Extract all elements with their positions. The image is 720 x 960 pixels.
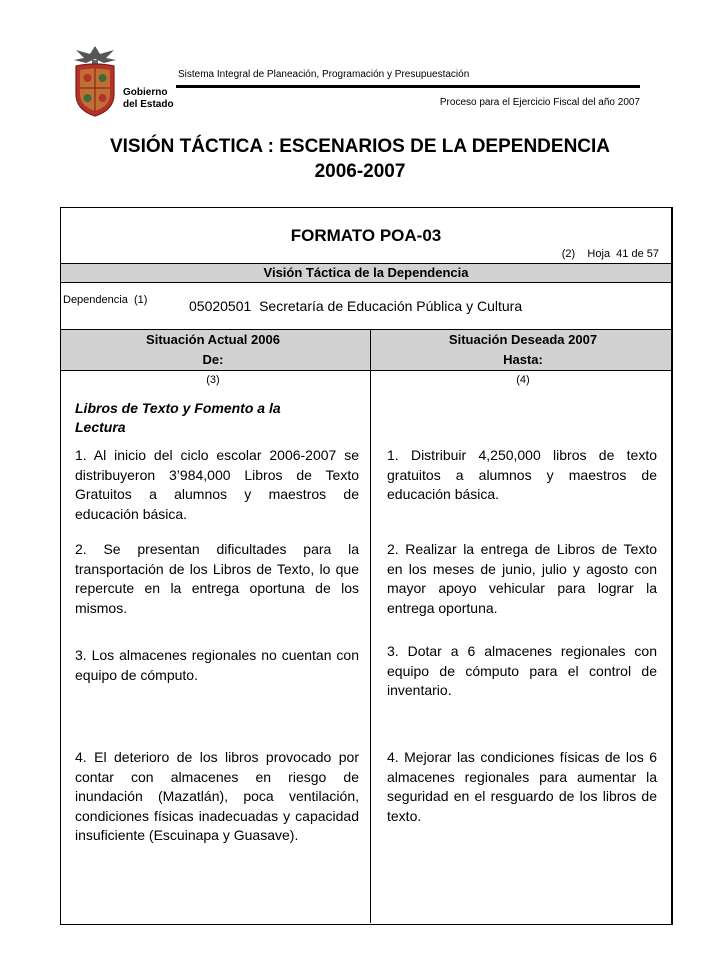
situacion-deseada-heading: Situación Deseada 2007 Hasta: [448,332,598,367]
situacion-header [61,329,671,371]
deseada-item: 2. Realizar la entrega de Libros de Texto en los meses de junio, julio y agosto con mayor apoyo vehicular para lograr la entrega oportuna. [387,541,657,616]
proceso-label: Proceso para el Ejercicio Fiscal del año 2007 [439,97,640,108]
column-divider [370,329,371,923]
dependencia-value: 05020501 Secretaría de Educación Pública y Cultura [189,298,523,314]
formato-title: FORMATO POA-03 [290,226,442,245]
state-seal-icon [70,44,120,120]
form-frame [60,207,673,925]
page-title: VISIÓN TÁCTICA : ESCENARIOS DE LA DEPENDENCIA 2006-2007 [109,136,611,182]
formato-row [61,208,671,263]
actual-item: 4. El deterioro de los libros provocado por contar con almacenes en riesgo de inundación (Mazatlán), poca ventilación, condiciones físicas inadecuadas y capacidad insuficiente (Escuinapa y Guasave). [75,749,359,843]
col-number-left: (3) [206,374,220,386]
dependencia-label: Dependencia (1) [63,294,148,306]
section-title: Libros de Texto y Fomento a la Lectura [75,400,281,435]
system-title: Sistema Integral de Planeación, Programación y Presupuestación [178,69,470,80]
actual-item: 2. Se presentan dificultades para la transportación de los Libros de Texto, lo que repercute en la entrega oportuna de los mismos. [75,541,359,616]
actual-item: 1. Al inicio del ciclo escolar 2006-2007 se distribuyeron 3’984,000 Libros de Texto Gratuitos a alumnos y maestros de educación básica. [75,447,359,522]
deseada-item: 4. Mejorar las condiciones físicas de los 6 almacenes regionales para aumentar la seguridad en el resguardo de los libros de texto. [387,749,657,824]
actual-item: 3. Los almacenes regionales no cuentan con equipo de cómputo. [75,647,359,683]
deseada-item: 1. Distribuir 4,250,000 libros de texto gratuitos a alumnos y maestros de educación básica. [387,447,657,502]
header-rule [176,85,640,88]
situacion-actual-heading: Situación Actual 2006 De: [146,332,280,367]
page-counter: (2) Hoja 41 de 57 [561,248,659,260]
col-number-right: (4) [516,374,530,386]
deseada-item: 3. Dotar a 6 almacenes regionales con equipo de cómputo para el control de inventario. [387,643,657,698]
vision-bar: Visión Táctica de la Dependencia [61,263,671,283]
gobierno-label: Gobierno del Estado [123,87,174,110]
